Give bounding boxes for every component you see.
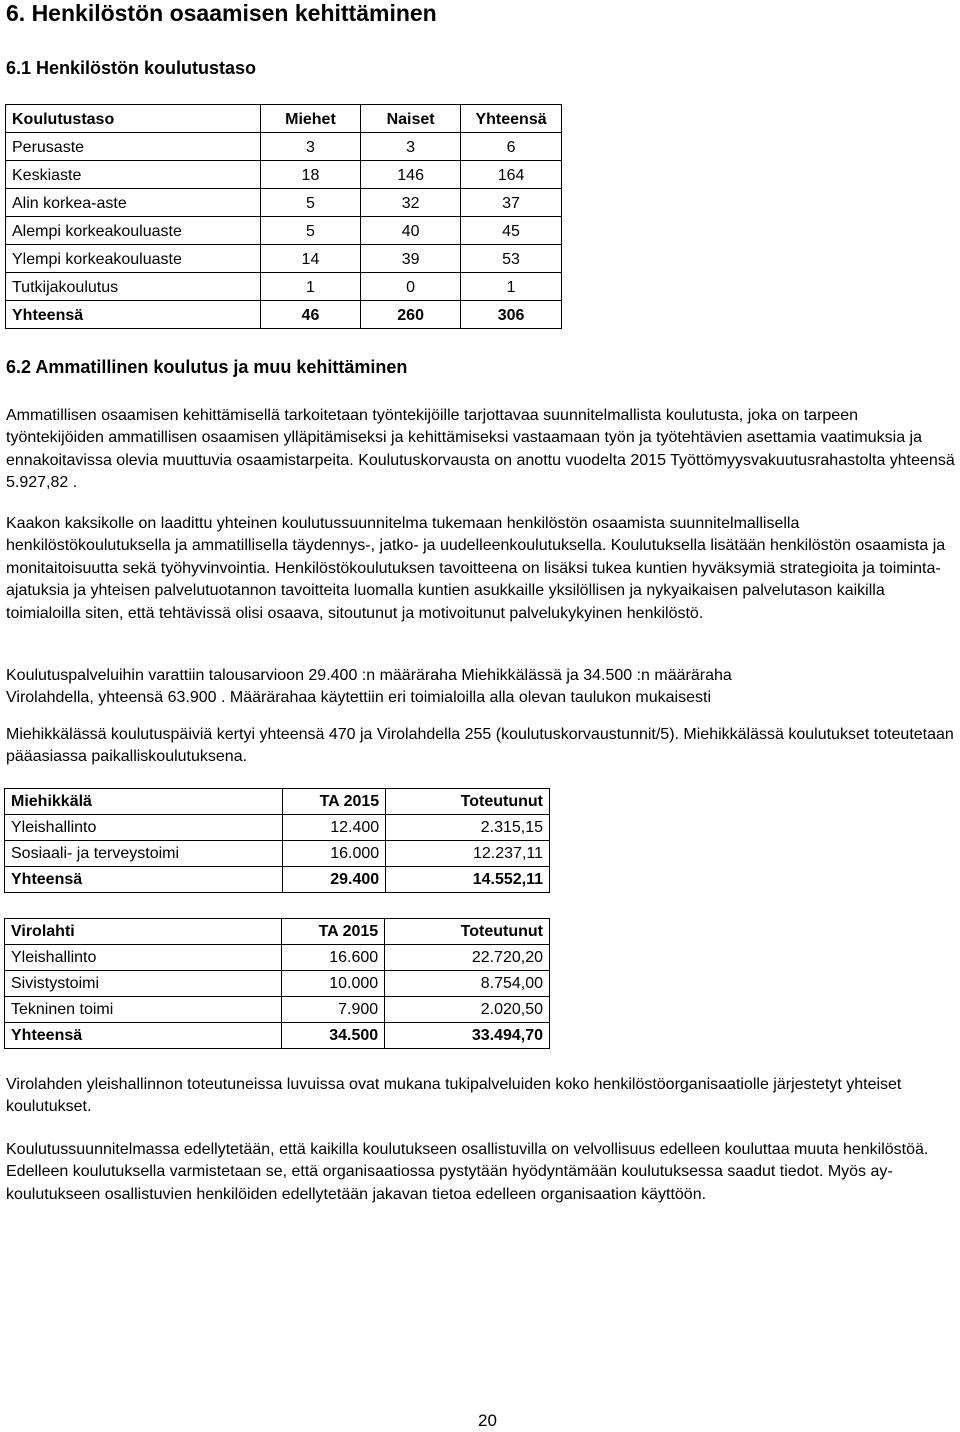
- cell: Alempi korkeakouluaste: [6, 217, 261, 245]
- cell: Alin korkea-aste: [6, 189, 261, 217]
- cell: Keskiaste: [6, 161, 261, 189]
- total-cell: Yhteensä: [5, 867, 283, 893]
- cell: 8.754,00: [385, 971, 550, 997]
- table-total-row: [5, 1023, 550, 1049]
- total-cell: 34.500: [281, 1023, 385, 1049]
- paragraph-line: Koulutuspalveluihin varattiin talousarvioon 29.400 :n määräraha Miehikkälässä ja 34.500 :n määräraha: [6, 667, 732, 684]
- cell: 14: [260, 245, 360, 273]
- cell: 5: [260, 217, 360, 245]
- cell: 0: [361, 273, 461, 301]
- cell: 5: [260, 189, 360, 217]
- table-row: [5, 997, 550, 1023]
- cell: 6: [461, 133, 562, 161]
- page-heading: 6. Henkilöstön osaamisen kehittäminen: [6, 0, 437, 26]
- table-row: [6, 161, 562, 189]
- table-header-row: [5, 789, 550, 815]
- paragraph-maararahat: [6, 665, 956, 710]
- total-cell: 14.552,11: [386, 867, 550, 893]
- cell: 10.000: [281, 971, 385, 997]
- table-total-row: [6, 301, 562, 329]
- section-title-koulutustaso: 6.1 Henkilöstön koulutustaso: [6, 58, 257, 78]
- table-row: [5, 841, 550, 867]
- table-row: [6, 217, 562, 245]
- header-cell: Virolahti: [5, 919, 282, 945]
- cell: Yleishallinto: [5, 815, 283, 841]
- cell: 146: [361, 161, 461, 189]
- cell: 3: [260, 133, 360, 161]
- cell: Yleishallinto: [5, 945, 282, 971]
- paragraph-line: Virolahdella, yhteensä 63.900 . Määrärahaa käytettiin eri toimialoilla alla olevan taulukon mukaisesti: [6, 689, 711, 707]
- total-cell: 46: [260, 301, 360, 329]
- cell: 53: [461, 245, 562, 273]
- table-row: [6, 189, 562, 217]
- cell: 16.600: [281, 945, 385, 971]
- cell: 12.237,11: [386, 841, 550, 867]
- table-row: [5, 815, 550, 841]
- education-level-table: [5, 104, 562, 329]
- cell: 164: [461, 161, 562, 189]
- table-header-row: [5, 919, 550, 945]
- total-cell: 29.400: [283, 867, 386, 893]
- table-row: [5, 971, 550, 997]
- table-row: [5, 945, 550, 971]
- paragraph-yleishallinto-huomio: Virolahden yleishallinnon toteutuneissa luvuissa ovat mukana tukipalveluiden koko henkilöstöorganisaatiolle järjestetyt yhteiset koulutukset.: [6, 1076, 902, 1116]
- cell: 2.315,15: [386, 815, 550, 841]
- cell: Ylempi korkeakouluaste: [6, 245, 261, 273]
- header-cell: Naiset: [361, 105, 461, 133]
- header-cell: Toteutunut: [386, 789, 550, 815]
- paragraph-ammatillinen-osaaminen: Ammatillisen osaamisen kehittämisellä tarkoitetaan työntekijöille tarjottavaa suunnitelmallista koulutusta, joka on tarpeen työntekijöiden ammatillisen osaamisen ylläpitämiseksi ja kehittämiseksi vastaamaan työn ja työtehtävien asettamia vaatimuksia ja ennakoitavissa olevia muuttuvia osaamistarpeita. Koulutuskorvausta on anottu vuodelta 2015 Työttömyysvakuutusrahastolta yhteensä 5.927,82 .: [6, 407, 955, 492]
- section-title-ammatillinen-koulutus: 6.2 Ammatillinen koulutus ja muu kehittäminen: [6, 357, 408, 377]
- cell: Tutkijakoulutus: [6, 273, 261, 301]
- cell: 16.000: [283, 841, 386, 867]
- total-cell: 33.494,70: [385, 1023, 550, 1049]
- miehikkala-budget-table: [4, 788, 550, 893]
- paragraph-edelleenkoulutus: Koulutussuunnitelmassa edellytetään, että kaikilla koulutukseen osallistuvilla on velvollisuus edelleen kouluttaa muuta henkilöstöä. Edelleen koulutuksella varmistetaan se, että organisaatiossa pystytään hyödyntämään koulutuksessa saadut tiedot. Myös ay-koulutukseen osallistuvien henkilöiden edellytetään jakavan tietoa edelleen organisaation käyttöön.: [6, 1141, 929, 1203]
- page-number: 20: [478, 1411, 497, 1430]
- table-row: [6, 245, 562, 273]
- header-cell: Toteutunut: [385, 919, 550, 945]
- cell: 3: [361, 133, 461, 161]
- cell: Sosiaali- ja terveystoimi: [5, 841, 283, 867]
- total-cell: Yhteensä: [5, 1023, 282, 1049]
- header-cell: Yhteensä: [461, 105, 562, 133]
- cell: Perusaste: [6, 133, 261, 161]
- header-cell: TA 2015: [283, 789, 386, 815]
- cell: 22.720,20: [385, 945, 550, 971]
- cell: 1: [260, 273, 360, 301]
- header-cell: Miehikkälä: [5, 789, 283, 815]
- cell: 45: [461, 217, 562, 245]
- virolahti-budget-table: [4, 918, 550, 1049]
- cell: Sivistystoimi: [5, 971, 282, 997]
- cell: 40: [361, 217, 461, 245]
- total-cell: Yhteensä: [6, 301, 261, 329]
- header-cell: Miehet: [260, 105, 360, 133]
- table-row: [6, 273, 562, 301]
- cell: 18: [260, 161, 360, 189]
- table-row: [6, 133, 562, 161]
- cell: 2.020,50: [385, 997, 550, 1023]
- cell: 39: [361, 245, 461, 273]
- cell: 12.400: [283, 815, 386, 841]
- total-cell: 260: [361, 301, 461, 329]
- cell: 32: [361, 189, 461, 217]
- cell: 1: [461, 273, 562, 301]
- table-total-row: [5, 867, 550, 893]
- header-cell: TA 2015: [281, 919, 385, 945]
- cell: 37: [461, 189, 562, 217]
- cell: Tekninen toimi: [5, 997, 282, 1023]
- paragraph-koulutuspaivat: Miehikkälässä koulutuspäiviä kertyi yhteensä 470 ja Virolahdella 255 (koulutuskorvaustunnit/5). Miehikkälässä koulutukset toteutetaan pääasiassa paikalliskoulutuksena.: [6, 726, 954, 766]
- paragraph-koulutussuunnitelma: Kaakon kaksikolle on laadittu yhteinen koulutussuunnitelma tukemaan henkilöstön osaamista suunnitelmallisella henkilöstökoulutuksella ja ammatillisella täydennys-, jatko- ja uudelleenkoulutuksella. Koulutuksella lisätään henkilöstön osaamista ja monitaitoisuutta sekä työhyvinvointia. Henkilöstökoulutuksen tavoitteena on lisäksi tukea kuntien hyväksymiä strategioita ja toiminta-ajatuksia ja yhteisen palvelutuotannon tavoitteita luomalla kuntien asukkaille yksilöllisen ja nykyaikaisen palvelutason kaikilla toimialoilla siten, että tehtävissä olisi osaava, sitoutunut ja motivoitunut palvelukykyinen henkilöstö.: [6, 515, 946, 622]
- table-header-row: [6, 105, 562, 133]
- cell: 7.900: [281, 997, 385, 1023]
- total-cell: 306: [461, 301, 562, 329]
- header-cell: Koulutustaso: [6, 105, 261, 133]
